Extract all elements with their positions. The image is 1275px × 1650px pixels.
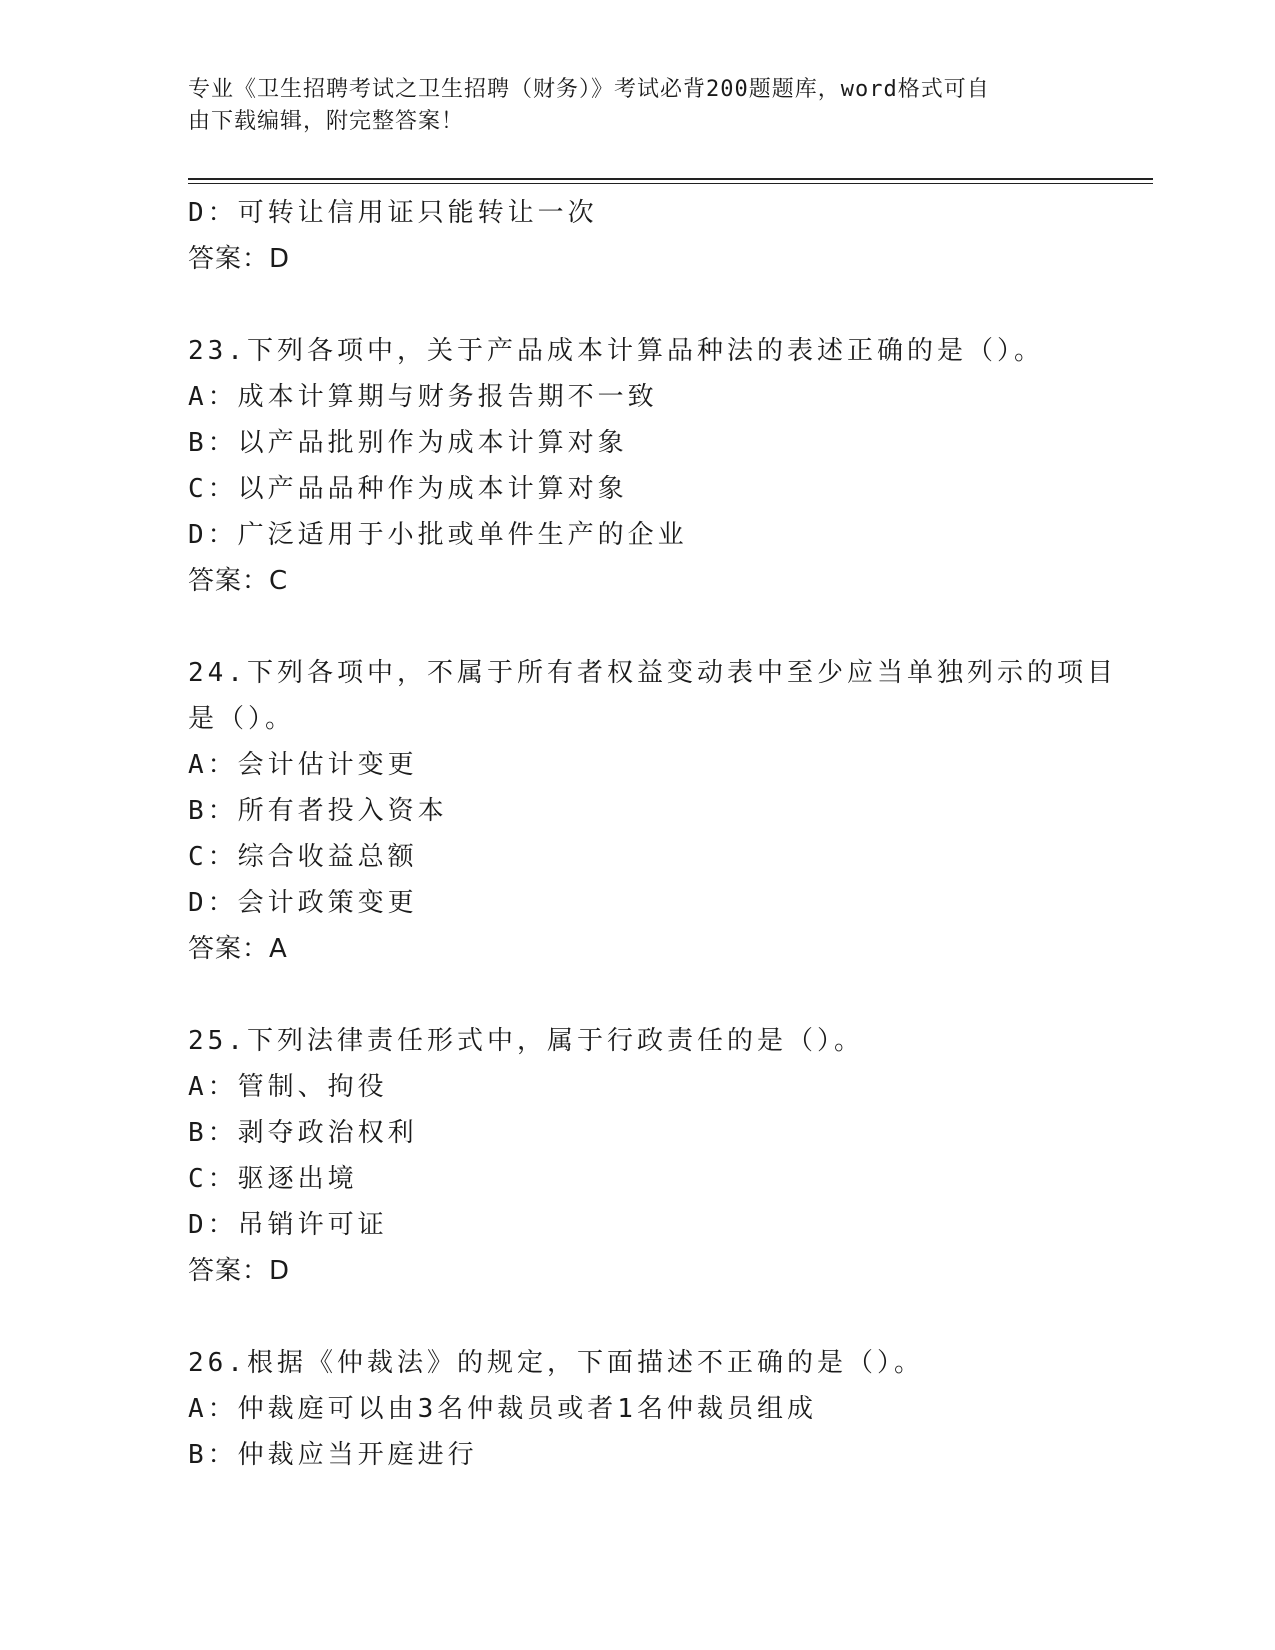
question-stem: 24.下列各项中，不属于所有者权益变动表中至少应当单独列示的项目 <box>188 658 1117 688</box>
document-header <box>188 74 1088 138</box>
option-d: D：广泛适用于小批或单件生产的企业 <box>188 520 688 550</box>
option-b: B：所有者投入资本 <box>188 796 448 826</box>
option-a: A：会计估计变更 <box>188 750 418 780</box>
option-b: B：以产品批别作为成本计算对象 <box>188 428 628 458</box>
answer: 答案：A <box>188 934 288 964</box>
option-d: D：吊销许可证 <box>188 1210 388 1240</box>
answer: 答案：C <box>188 566 289 596</box>
header-line-1: 专业《卫生招聘考试之卫生招聘（财务）》考试必背200题题库，word格式可自 <box>188 77 990 102</box>
option-c: C：驱逐出境 <box>188 1164 358 1194</box>
question-list <box>188 190 1117 1478</box>
header-line-2: 由下载编辑，附完整答案！ <box>188 109 465 134</box>
question-stem: 26.根据《仲裁法》的规定，下面描述不正确的是（）。 <box>188 1348 924 1378</box>
question-23 <box>188 328 1088 604</box>
option-a: A：成本计算期与财务报告期不一致 <box>188 382 658 412</box>
option-b: B：剥夺政治权利 <box>188 1118 418 1148</box>
option-b: B：仲裁应当开庭进行 <box>188 1440 478 1470</box>
question-stem: 25.下列法律责任形式中，属于行政责任的是（）。 <box>188 1026 864 1056</box>
prev-option-d: D：可转让信用证只能转让一次 <box>188 198 598 228</box>
option-c: C：以产品品种作为成本计算对象 <box>188 474 628 504</box>
option-c: C：综合收益总额 <box>188 842 418 872</box>
option-a: A：仲裁庭可以由3名仲裁员或者1名仲裁员组成 <box>188 1394 817 1424</box>
header-rule-thin <box>188 183 1153 184</box>
option-d: D：会计政策变更 <box>188 888 418 918</box>
question-stem-continued: 是（）。 <box>188 704 296 734</box>
question-26 <box>188 1340 1088 1478</box>
question-24 <box>188 650 1117 972</box>
option-a: A：管制、拘役 <box>188 1072 388 1102</box>
question-25 <box>188 1018 1088 1294</box>
question-stem: 23.下列各项中，关于产品成本计算品种法的表述正确的是（）。 <box>188 336 1044 366</box>
header-rule-thick <box>188 178 1153 180</box>
prev-answer: 答案：D <box>188 244 291 274</box>
answer: 答案：D <box>188 1256 291 1286</box>
